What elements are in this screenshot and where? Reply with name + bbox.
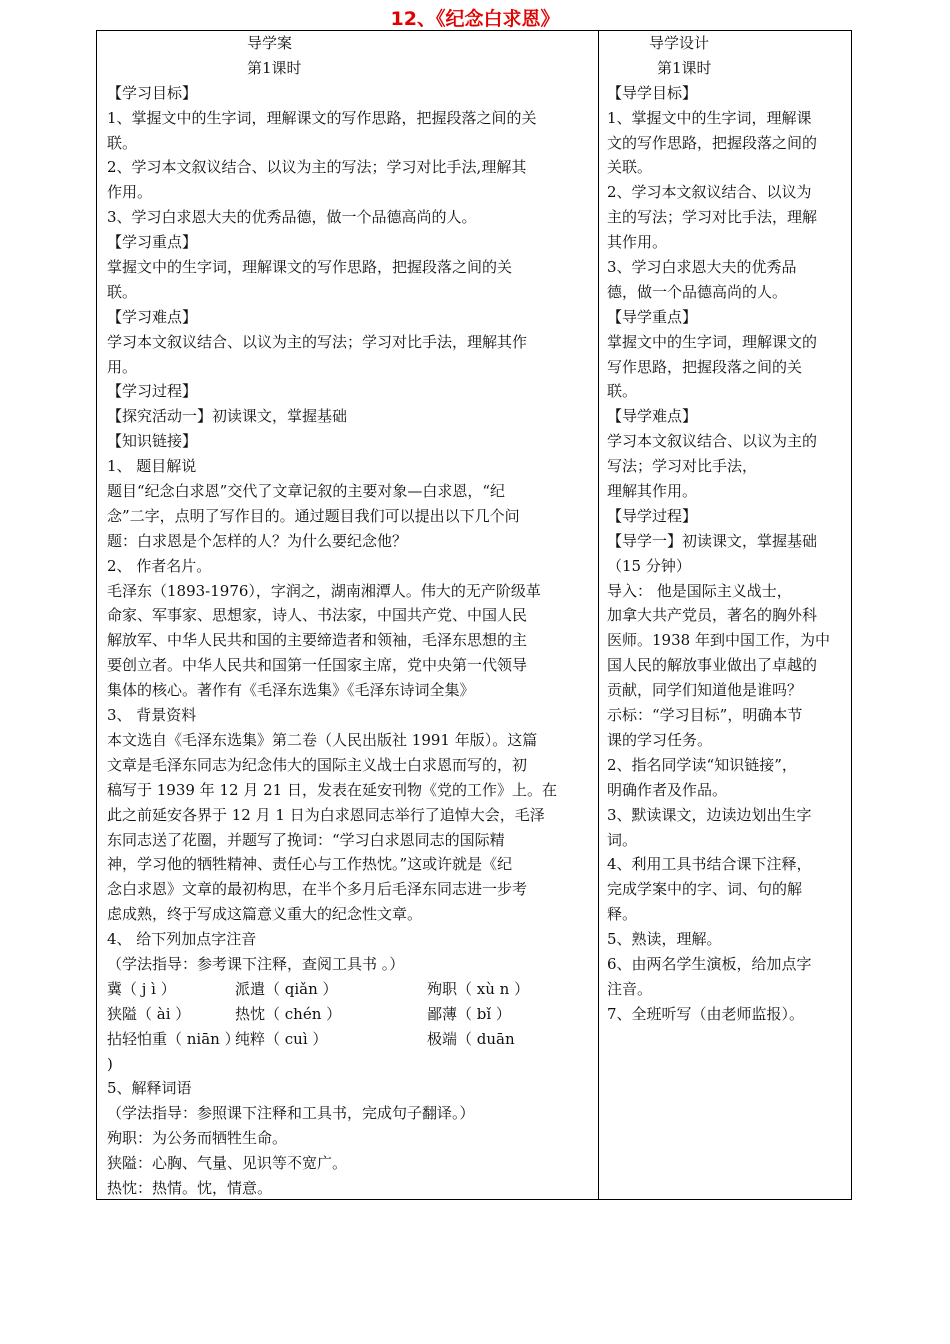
page-title: 12、《纪念白求恩》	[390, 8, 560, 30]
text-line: 国人民的解放事业做出了卓越的	[607, 656, 818, 675]
pinyin-row	[107, 977, 591, 1002]
right-column	[607, 31, 845, 1027]
text-line: （15 分钟）	[607, 556, 691, 575]
text-line: 【学习难点】	[107, 307, 198, 326]
text-line: 【探究活动一】初读课文，掌握基础	[107, 407, 348, 426]
pinyin-item: 纯粹（ cuì ）	[235, 1029, 328, 1048]
text-line: 示标：“学习目标”，明确本节	[607, 706, 803, 725]
text-line: 主的写法；学习对比手法，理解	[607, 208, 818, 227]
text-line: 1、 题目解说	[107, 457, 197, 476]
text-line: 【学习过程】	[107, 382, 198, 401]
text-line: 完成学案中的字、词、句的解	[607, 880, 803, 899]
text-line: 题：白求恩是个怎样的人？为什么要纪念他？	[107, 531, 408, 550]
text-line: 联。	[107, 133, 138, 152]
text-line: 念”二字，点明了写作目的。通过题目我们可以提出以下几个问	[107, 506, 520, 525]
text-line: 写法；学习对比手法，	[607, 457, 758, 476]
text-line: 题目“纪念白求恩”交代了文章记叙的主要对象—白求恩，“纪	[107, 482, 506, 501]
text-line: )	[107, 1054, 113, 1073]
text-line: 【导学过程】	[607, 506, 698, 525]
text-line: 2、学习本文叙议结合、以议为主的写法；学习对比手法,理解其	[107, 158, 527, 177]
text-line: 贡献，同学们知道他是谁吗？	[607, 681, 803, 700]
text-line: 联。	[607, 382, 638, 401]
left-heading: 导学案	[247, 34, 293, 52]
text-line: 注音。	[607, 979, 653, 998]
pinyin-item: 极端（ duān	[427, 1029, 515, 1048]
text-line: 本文选自《毛泽东选集》第二卷（人民出版社 1991 年版）。这篇	[107, 730, 538, 749]
text-line: 虑成熟，终于写成这篇意义重大的纪念性文章。	[107, 905, 423, 924]
pinyin-item: 拈轻怕重（ niān ）	[107, 1029, 240, 1048]
right-text	[607, 81, 845, 1027]
pinyin-item: 冀（ j ì ）	[107, 979, 176, 998]
text-line: 4、 给下列加点字注音	[107, 930, 257, 949]
text-line: 加拿大共产党员，著名的胸外科	[607, 606, 818, 625]
text-line: 要创立者。中华人民共和国第一任国家主席，党中央第一代领导	[107, 656, 528, 675]
text-line: 3、默读课文，边读边划出生字	[607, 805, 812, 824]
text-line: 3、学习白求恩大夫的优秀品德，做一个品德高尚的人。	[107, 208, 477, 227]
text-line: 东同志送了花圈，并题写了挽词：“学习白求恩同志的国际精	[107, 830, 505, 849]
pinyin-exercise	[107, 977, 591, 1052]
text-line: 毛泽东（1893-1976），字润之，湖南湘潭人。伟大的无产阶级革	[107, 581, 541, 600]
text-line: 2、 作者名片。	[107, 556, 212, 575]
text-line: 释。	[607, 905, 638, 924]
text-line: 狭隘：心胸、气量、见识等不宽广。	[107, 1154, 348, 1173]
left-column	[107, 31, 591, 1201]
text-line: 5、解释词语	[107, 1079, 192, 1098]
pinyin-item: 鄙薄（ bǐ ）	[427, 1004, 511, 1023]
right-lesson: 第1课时	[657, 58, 712, 77]
pinyin-row	[107, 1002, 591, 1027]
text-line: 殉职：为公务而牺牲生命。	[107, 1129, 288, 1148]
text-line: （学法指导：参考课下注释，查阅工具书 。）	[107, 954, 405, 973]
text-line: 词。	[607, 830, 638, 849]
text-line: 写作思路，把握段落之间的关	[607, 357, 803, 376]
text-line: 1、掌握文中的生字词，理解课	[607, 108, 812, 127]
pinyin-item: 狭隘（ ài ）	[107, 1004, 191, 1023]
text-line: 4、利用工具书结合课下注释，	[607, 855, 812, 874]
pinyin-row	[107, 1027, 591, 1052]
text-line: 念白求恩》文章的最初构思，在半个多月后毛泽东同志进一步考	[107, 880, 528, 899]
right-heading: 导学设计	[649, 34, 710, 52]
text-line: 其作用。	[607, 233, 668, 252]
pinyin-item: 派遣（ qiǎn ）	[235, 979, 338, 998]
text-line: 作用。	[107, 183, 153, 202]
left-text-after	[107, 1052, 591, 1201]
lesson-table	[96, 30, 852, 1200]
text-line: 【导学目标】	[607, 83, 698, 102]
text-line: 命家、军事家、思想家，诗人、书法家，中国共产党、中国人民	[107, 606, 528, 625]
left-text	[107, 81, 591, 977]
text-line: 1、掌握文中的生字词，理解课文的写作思路，把握段落之间的关	[107, 108, 537, 127]
text-line: 关联。	[607, 158, 653, 177]
text-line: 3、 背景资料	[107, 706, 197, 725]
text-line: 理解其作用。	[607, 482, 698, 501]
text-line: 德，做一个品德高尚的人。	[607, 282, 788, 301]
text-line: 联。	[107, 282, 138, 301]
text-line: 此之前延安各界于 12 月 1 日为白求恩同志举行了追悼大会，毛泽	[107, 805, 545, 824]
left-lesson: 第1课时	[247, 58, 302, 77]
text-line: 6、由两名学生演板，给加点字	[607, 954, 812, 973]
text-line: 热忱：热情。忱，情意。	[107, 1178, 273, 1197]
text-line: 【导学一】初读课文，掌握基础	[607, 531, 818, 550]
text-line: 神，学习他的牺牲精神、责任心与工作热忱。”这或许就是《纪	[107, 855, 513, 874]
text-line: 【知识链接】	[107, 432, 198, 451]
text-line: （学法指导：参照课下注释和工具书，完成句子翻译。）	[107, 1104, 475, 1123]
text-line: 用。	[107, 357, 138, 376]
text-line: 【导学难点】	[607, 407, 698, 426]
text-line: 5、熟读，理解。	[607, 930, 722, 949]
text-line: 7、全班听写（由老师监报）。	[607, 1004, 805, 1023]
text-line: 文章是毛泽东同志为纪念伟大的国际主义战士白求恩而写的，初	[107, 755, 528, 774]
pinyin-item: 殉职（ xù n ）	[427, 979, 530, 998]
text-line: 2、指名同学读“知识链接”，	[607, 755, 797, 774]
text-line: 课的学习任务。	[607, 730, 713, 749]
text-line: 明确作者及作品。	[607, 780, 728, 799]
text-line: 掌握文中的生字词，理解课文的	[607, 332, 818, 351]
text-line: 【学习重点】	[107, 233, 198, 252]
pinyin-item: 热忱（ chén ）	[235, 1004, 342, 1023]
text-line: 3、学习白求恩大夫的优秀品	[607, 258, 797, 277]
text-line: 掌握文中的生字词，理解课文的写作思路，把握段落之间的关	[107, 258, 513, 277]
text-line: 集体的核心。著作有《毛泽东选集》《毛泽东诗词全集》	[107, 681, 475, 700]
text-line: 学习本文叙议结合、以议为主的	[607, 432, 818, 451]
column-divider	[598, 31, 599, 1199]
text-line: 文的写作思路，把握段落之间的	[607, 133, 818, 152]
text-line: 【学习目标】	[107, 83, 198, 102]
text-line: 2、学习本文叙议结合、以议为	[607, 183, 812, 202]
text-line: 【导学重点】	[607, 307, 698, 326]
text-line: 医师。1938 年到中国工作，为中	[607, 631, 830, 650]
text-line: 稿写于 1939 年 12 月 21 日，发表在延安刊物《党的工作》上。在	[107, 780, 557, 799]
text-line: 学习本文叙议结合、以议为主的写法；学习对比手法，理解其作	[107, 332, 528, 351]
text-line: 解放军、中华人民共和国的主要缔造者和领袖，毛泽东思想的主	[107, 631, 528, 650]
text-line: 导入： 他是国际主义战士，	[607, 581, 792, 600]
